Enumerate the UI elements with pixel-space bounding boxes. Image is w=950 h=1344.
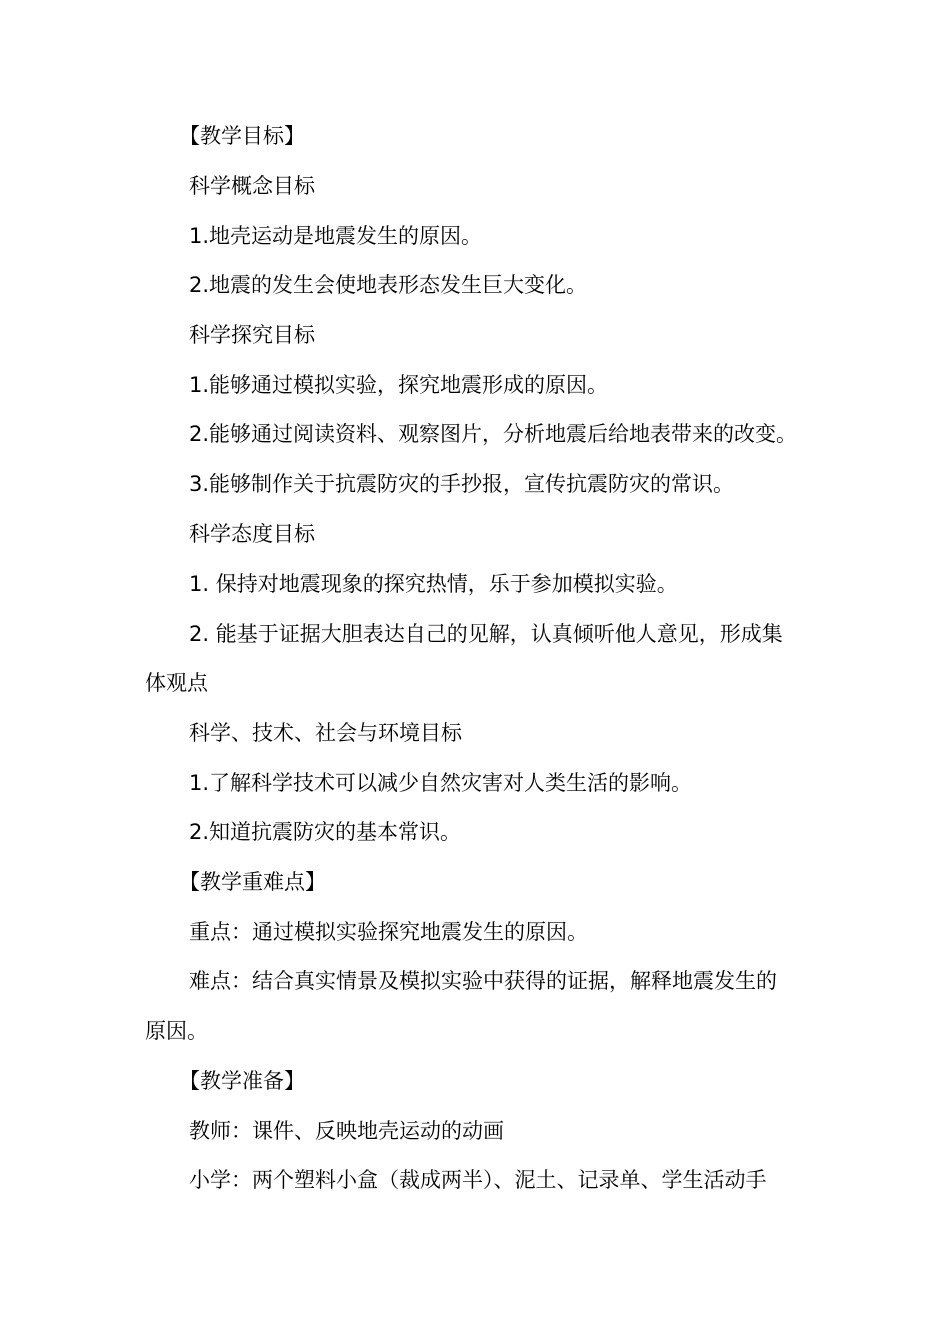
stse-heading: 科学、技术、社会与环境目标 — [189, 721, 462, 745]
concept-item-1: 1.地壳运动是地震发生的原因。 — [189, 224, 483, 248]
stse-item-1: 1.了解科学技术可以减少自然灾害对人类生活的影响。 — [189, 771, 693, 795]
inquiry-heading: 科学探究目标 — [189, 323, 315, 347]
prep-student: 小学：两个塑料小盒（裁成两半）、泥土、记录单、学生活动手 — [189, 1168, 767, 1192]
key-point: 重点：通过模拟实验探究地震发生的原因。 — [189, 920, 588, 944]
attitude-item-2-line-2: 体观点 — [145, 671, 208, 695]
attitude-item-2-line-1: 2. 能基于证据大胆表达自己的见解，认真倾听他人意见，形成集 — [189, 622, 783, 646]
difficult-point-line-1: 难点：结合真实情景及模拟实验中获得的证据，解释地震发生的 — [189, 969, 777, 993]
prep-teacher: 教师：课件、反映地壳运动的动画 — [189, 1119, 504, 1143]
inquiry-item-2: 2.能够通过阅读资料、观察图片，分析地震后给地表带来的改变。 — [189, 422, 798, 446]
concept-heading: 科学概念目标 — [189, 174, 315, 198]
attitude-heading: 科学态度目标 — [189, 522, 315, 546]
inquiry-item-1: 1.能够通过模拟实验，探究地震形成的原因。 — [189, 373, 609, 397]
attitude-item-1: 1. 保持对地震现象的探究热情，乐于参加模拟实验。 — [189, 572, 678, 596]
concept-item-2: 2.地震的发生会使地表形态发生巨大变化。 — [189, 273, 588, 297]
prep-heading: 【教学准备】 — [179, 1069, 305, 1093]
inquiry-item-3: 3.能够制作关于抗震防灾的手抄报，宣传抗震防灾的常识。 — [189, 472, 735, 496]
keypoints-heading: 【教学重难点】 — [179, 870, 326, 894]
objectives-heading: 【教学目标】 — [179, 124, 305, 148]
difficult-point-line-2: 原因。 — [145, 1019, 208, 1043]
stse-item-2: 2.知道抗震防灾的基本常识。 — [189, 820, 462, 844]
